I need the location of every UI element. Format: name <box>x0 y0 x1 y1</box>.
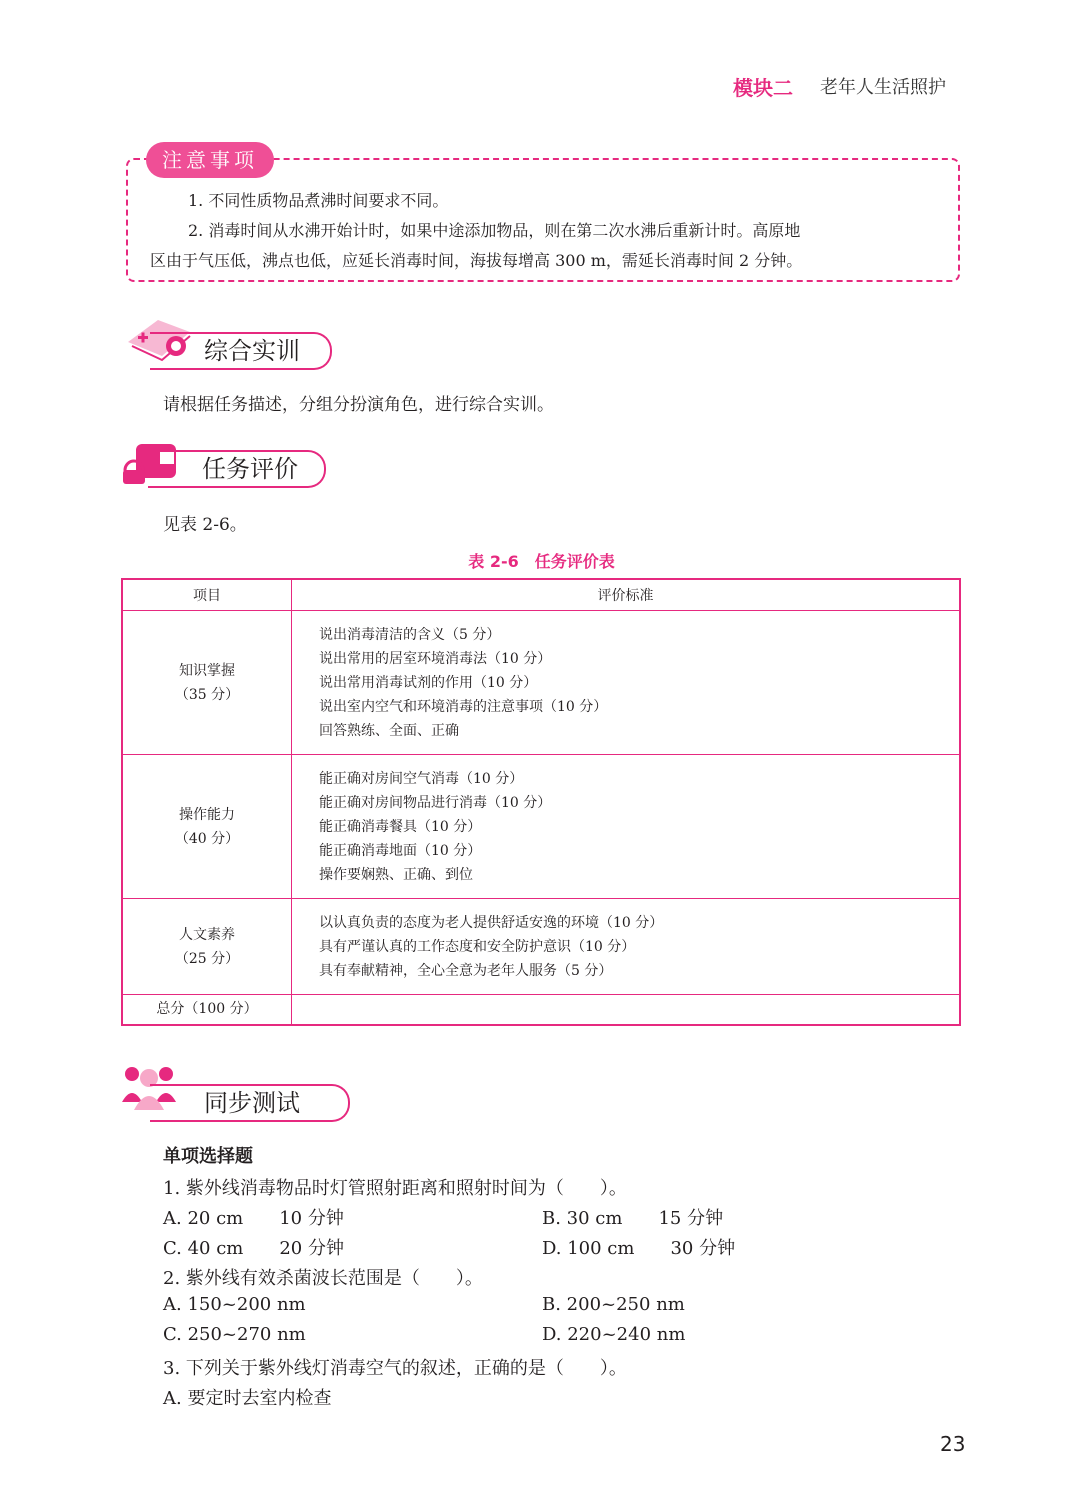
training-text: 请根据任务描述，分组分扮演角色，进行综合实训。 <box>163 395 554 415</box>
table-caption: 表 2-6 任务评价表 <box>468 552 615 571</box>
page-number: 23 <box>940 1432 966 1456</box>
criterion: 说出室内空气和环境消毒的注意事项（10 分） <box>319 698 608 715</box>
criterion: 能正确消毒餐具（10 分） <box>319 818 482 835</box>
criterion: 能正确对房间空气消毒（10 分） <box>319 770 524 787</box>
evaluation-text: 见表 2-6。 <box>163 515 247 535</box>
criterion: 具有严谨认真的工作态度和安全防护意识（10 分） <box>319 938 636 955</box>
q2-option-a: A. 150~200 nm <box>163 1294 306 1315</box>
q3-option-a: A. 要定时去室内检查 <box>163 1388 332 1409</box>
training-heading: 综合实训 <box>150 332 332 370</box>
criterion: 具有奉献精神，全心全意为老年人服务（5 分） <box>319 962 613 979</box>
q2-option-c: C. 250~270 nm <box>163 1324 306 1345</box>
row-item: 人文素养 <box>179 926 235 943</box>
total-row <box>122 995 960 1025</box>
header-title: 老年人生活照护 <box>820 77 946 98</box>
q1-option-c: C. 40 cm 20 分钟 <box>163 1238 344 1259</box>
row-item: 操作能力 <box>179 806 235 823</box>
row-score: （25 分） <box>174 950 240 967</box>
criterion: 说出消毒清洁的含义（5 分） <box>319 626 501 643</box>
question-3: 3. 下列关于紫外线灯消毒空气的叙述，正确的是（ ）。 <box>163 1358 627 1379</box>
notice-line-2: 2. 消毒时间从水沸开始计时，如果中途添加物品，则在第二次水沸后重新计时。高原地 <box>188 221 801 240</box>
notice-tag: 注意事项 <box>146 142 274 178</box>
question-1: 1. 紫外线消毒物品时灯管照射距离和照射时间为（ ）。 <box>163 1178 627 1199</box>
criterion: 回答熟练、全面、正确 <box>319 722 459 739</box>
col-criteria-header: 评价标准 <box>292 579 961 611</box>
notice-line-1: 1. 不同性质物品煮沸时间要求不同。 <box>188 191 449 210</box>
table-row <box>122 899 960 995</box>
header-module: 模块二 <box>733 76 793 100</box>
criterion: 能正确消毒地面（10 分） <box>319 842 482 859</box>
notice-line-3: 区由于气压低，沸点也低，应延长消毒时间，海拔每增高 300 m，需延长消毒时间 2 分钟。 <box>150 251 803 270</box>
criterion: 操作要娴熟、正确、到位 <box>319 866 473 883</box>
test-subheading: 单项选择题 <box>163 1146 253 1167</box>
criterion: 能正确对房间物品进行消毒（10 分） <box>319 794 552 811</box>
test-heading: 同步测试 <box>150 1084 350 1122</box>
table-header-row <box>122 579 960 611</box>
q1-option-b: B. 30 cm 15 分钟 <box>542 1208 724 1229</box>
table-row <box>122 755 960 899</box>
table-row <box>122 611 960 755</box>
total-label: 总分（100 分） <box>122 995 292 1025</box>
q2-option-d: D. 220~240 nm <box>542 1324 686 1345</box>
row-item: 知识掌握 <box>179 662 235 679</box>
criterion: 说出常用消毒试剂的作用（10 分） <box>319 674 538 691</box>
q2-option-b: B. 200~250 nm <box>542 1294 685 1315</box>
col-item-header: 项目 <box>122 579 292 611</box>
question-2: 2. 紫外线有效杀菌波长范围是（ ）。 <box>163 1268 483 1289</box>
evaluation-table <box>121 578 961 1026</box>
criterion: 以认真负责的态度为老人提供舒适安逸的环境（10 分） <box>319 914 664 931</box>
evaluation-heading: 任务评价 <box>148 450 326 488</box>
q1-option-a: A. 20 cm 10 分钟 <box>163 1208 344 1229</box>
row-score: （35 分） <box>174 686 240 703</box>
row-score: （40 分） <box>174 830 240 847</box>
q1-option-d: D. 100 cm 30 分钟 <box>542 1238 736 1259</box>
criterion: 说出常用的居室环境消毒法（10 分） <box>319 650 552 667</box>
